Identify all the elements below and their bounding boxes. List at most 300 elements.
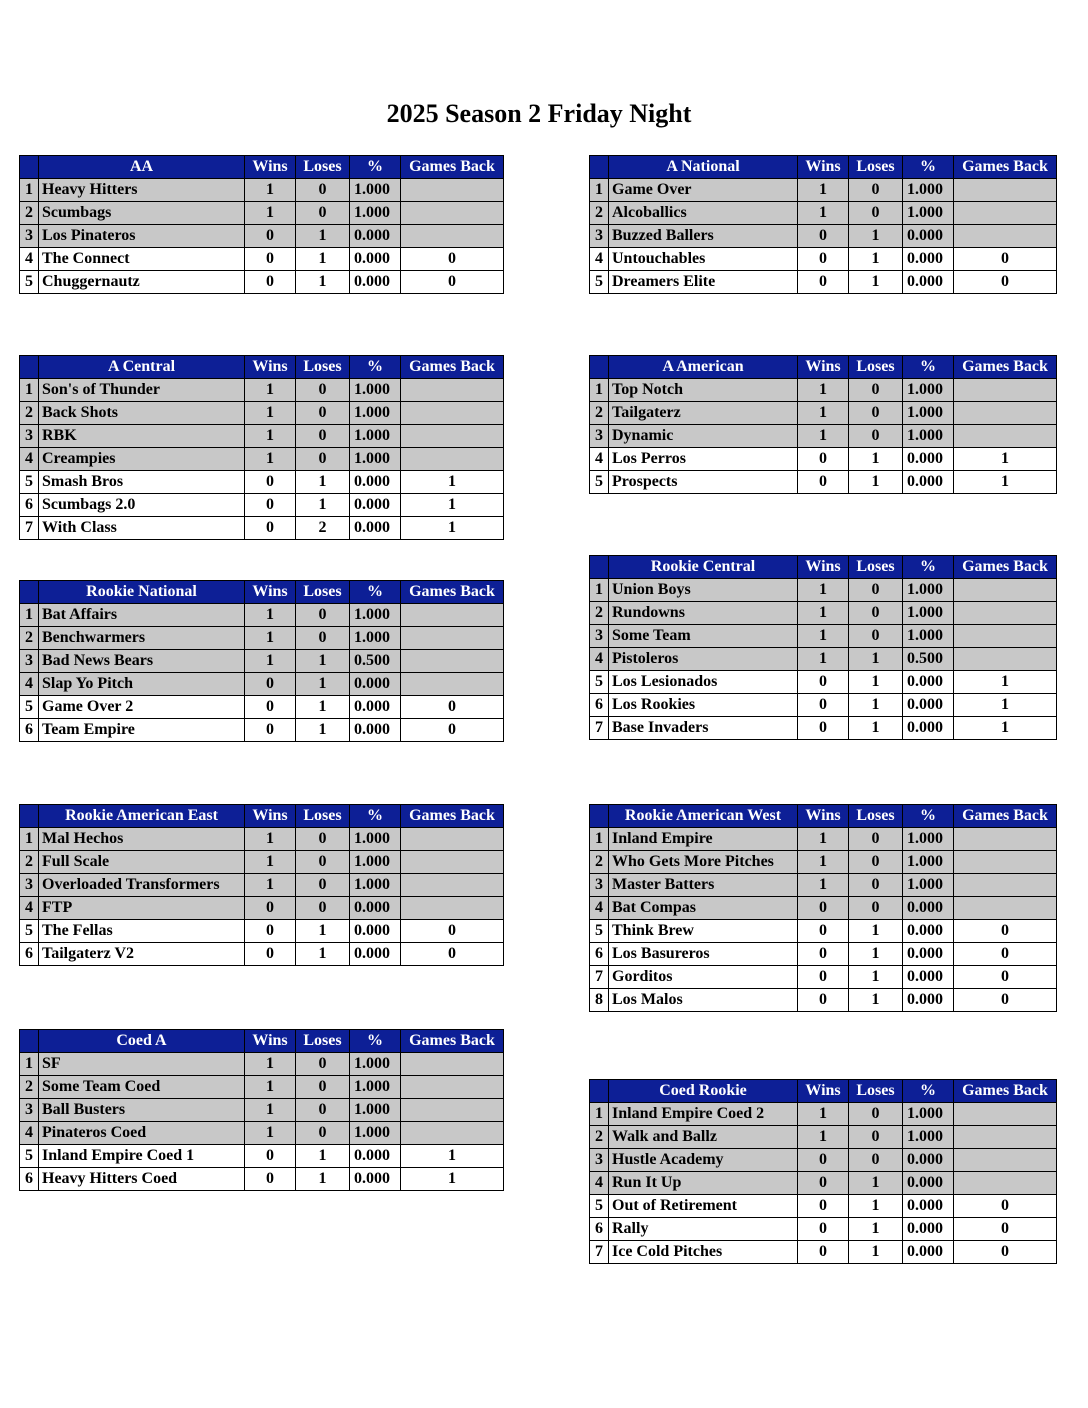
team-rank: 5 (590, 671, 609, 694)
team-loses: 0 (849, 897, 903, 920)
team-rank: 6 (20, 943, 39, 966)
team-name: Los Pinateros (39, 225, 245, 248)
team-pct: 1.000 (903, 625, 954, 648)
team-loses: 1 (849, 1218, 903, 1241)
team-loses: 2 (296, 517, 350, 540)
team-wins: 1 (245, 1053, 296, 1076)
header-pct: % (903, 156, 954, 179)
team-loses: 0 (849, 1103, 903, 1126)
team-games-back: 0 (401, 920, 504, 943)
team-loses: 1 (296, 1145, 350, 1168)
division-table-coed-a (19, 1029, 504, 1191)
team-rank: 2 (20, 402, 39, 425)
table-row (20, 1076, 504, 1099)
table-row (590, 1126, 1057, 1149)
team-loses: 1 (296, 673, 350, 696)
table-row (590, 828, 1057, 851)
team-games-back (954, 648, 1057, 671)
header-wins: Wins (798, 1080, 849, 1103)
team-games-back (954, 379, 1057, 402)
team-games-back: 0 (954, 1195, 1057, 1218)
team-pct: 1.000 (350, 1099, 401, 1122)
team-wins: 0 (798, 1172, 849, 1195)
team-pct: 1.000 (350, 202, 401, 225)
division-table-aa (19, 155, 504, 294)
team-pct: 1.000 (903, 1103, 954, 1126)
header-wins: Wins (798, 356, 849, 379)
division-name: A National (609, 156, 798, 179)
table-header-row (590, 805, 1057, 828)
team-rank: 7 (590, 717, 609, 740)
table-row (20, 494, 504, 517)
table-row (20, 379, 504, 402)
team-games-back: 0 (954, 248, 1057, 271)
team-games-back (954, 625, 1057, 648)
table-row (20, 897, 504, 920)
team-loses: 0 (849, 851, 903, 874)
team-pct: 1.000 (350, 1076, 401, 1099)
table-row (590, 897, 1057, 920)
team-name: Heavy Hitters (39, 179, 245, 202)
team-wins: 1 (798, 1126, 849, 1149)
team-rank: 4 (20, 448, 39, 471)
team-loses: 1 (296, 650, 350, 673)
team-name: Out of Retirement (609, 1195, 798, 1218)
header-games-back: Games Back (954, 156, 1057, 179)
team-loses: 1 (849, 717, 903, 740)
team-games-back (401, 179, 504, 202)
team-wins: 0 (245, 673, 296, 696)
team-games-back: 0 (954, 920, 1057, 943)
table-row (590, 402, 1057, 425)
team-pct: 0.000 (903, 248, 954, 271)
team-name: Hustle Academy (609, 1149, 798, 1172)
team-games-back (954, 425, 1057, 448)
team-wins: 1 (245, 425, 296, 448)
team-name: Alcoballics (609, 202, 798, 225)
team-name: Team Empire (39, 719, 245, 742)
team-rank: 4 (590, 648, 609, 671)
team-loses: 0 (849, 1149, 903, 1172)
header-rank (20, 1030, 39, 1053)
team-pct: 0.000 (350, 471, 401, 494)
team-loses: 0 (849, 402, 903, 425)
table-row (20, 425, 504, 448)
team-rank: 1 (20, 1053, 39, 1076)
team-pct: 0.000 (350, 673, 401, 696)
team-loses: 1 (296, 1168, 350, 1191)
team-pct: 0.000 (903, 271, 954, 294)
table-row (20, 448, 504, 471)
header-pct: % (350, 805, 401, 828)
team-wins: 0 (798, 966, 849, 989)
header-games-back: Games Back (401, 356, 504, 379)
team-loses: 1 (296, 696, 350, 719)
team-name: Pinateros Coed (39, 1122, 245, 1145)
header-rank (590, 805, 609, 828)
team-pct: 0.000 (350, 517, 401, 540)
team-wins: 1 (798, 851, 849, 874)
team-wins: 1 (245, 874, 296, 897)
team-games-back: 0 (401, 719, 504, 742)
team-name: RBK (39, 425, 245, 448)
team-loses: 0 (296, 851, 350, 874)
table-row (590, 248, 1057, 271)
team-name: Inland Empire Coed 2 (609, 1103, 798, 1126)
team-rank: 3 (20, 650, 39, 673)
division-table-a-central (19, 355, 504, 540)
header-games-back: Games Back (401, 805, 504, 828)
team-games-back (954, 402, 1057, 425)
team-rank: 1 (20, 604, 39, 627)
team-pct: 0.000 (350, 943, 401, 966)
table-row (590, 1172, 1057, 1195)
team-games-back (401, 627, 504, 650)
division-name: Rookie American West (609, 805, 798, 828)
table-row (590, 1241, 1057, 1264)
team-rank: 3 (20, 425, 39, 448)
team-name: With Class (39, 517, 245, 540)
team-name: Some Team (609, 625, 798, 648)
team-games-back (401, 1122, 504, 1145)
team-pct: 1.000 (903, 579, 954, 602)
team-pct: 1.000 (350, 874, 401, 897)
team-name: Creampies (39, 448, 245, 471)
team-wins: 1 (245, 604, 296, 627)
team-wins: 1 (798, 402, 849, 425)
team-wins: 1 (245, 448, 296, 471)
division-table-rookie-american-east (19, 804, 504, 966)
team-games-back: 1 (954, 717, 1057, 740)
team-loses: 0 (296, 379, 350, 402)
team-games-back: 1 (401, 517, 504, 540)
team-loses: 0 (296, 1076, 350, 1099)
team-wins: 0 (245, 920, 296, 943)
division-name: A American (609, 356, 798, 379)
team-pct: 0.000 (903, 989, 954, 1012)
table-row (590, 1195, 1057, 1218)
team-wins: 0 (798, 1218, 849, 1241)
team-pct: 1.000 (903, 402, 954, 425)
header-loses: Loses (296, 156, 350, 179)
page-title: 2025 Season 2 Friday Night (386, 99, 692, 128)
team-name: Dynamic (609, 425, 798, 448)
team-loses: 1 (849, 448, 903, 471)
team-pct: 0.000 (350, 248, 401, 271)
team-pct: 0.000 (903, 897, 954, 920)
team-wins: 1 (798, 648, 849, 671)
team-name: The Fellas (39, 920, 245, 943)
team-rank: 4 (20, 248, 39, 271)
team-pct: 1.000 (350, 627, 401, 650)
team-wins: 0 (245, 1145, 296, 1168)
team-loses: 1 (296, 920, 350, 943)
table-row (20, 1168, 504, 1191)
table-row (590, 625, 1057, 648)
team-wins: 1 (245, 627, 296, 650)
team-pct: 1.000 (903, 828, 954, 851)
team-games-back (401, 673, 504, 696)
table-row (20, 696, 504, 719)
team-games-back: 1 (954, 471, 1057, 494)
header-rank (590, 356, 609, 379)
team-games-back: 0 (954, 1241, 1057, 1264)
table-header-row (20, 156, 504, 179)
table-row (20, 828, 504, 851)
team-wins: 1 (245, 379, 296, 402)
team-games-back: 0 (954, 966, 1057, 989)
team-name: Scumbags 2.0 (39, 494, 245, 517)
team-pct: 0.000 (903, 671, 954, 694)
team-rank: 4 (590, 897, 609, 920)
team-name: Tailgaterz (609, 402, 798, 425)
header-rank (590, 1080, 609, 1103)
team-wins: 1 (245, 851, 296, 874)
division-name: AA (39, 156, 245, 179)
team-games-back (954, 179, 1057, 202)
table-row (20, 517, 504, 540)
team-loses: 1 (849, 920, 903, 943)
team-loses: 0 (296, 897, 350, 920)
division-table-rookie-american-west (589, 804, 1057, 1012)
team-name: Los Perros (609, 448, 798, 471)
team-name: Pistoleros (609, 648, 798, 671)
team-pct: 1.000 (903, 1126, 954, 1149)
table-row (20, 1053, 504, 1076)
team-pct: 1.000 (350, 379, 401, 402)
team-name: Inland Empire (609, 828, 798, 851)
team-games-back (954, 1103, 1057, 1126)
team-wins: 0 (245, 494, 296, 517)
table-row (20, 179, 504, 202)
team-name: Heavy Hitters Coed (39, 1168, 245, 1191)
team-name: Rundowns (609, 602, 798, 625)
team-pct: 0.000 (903, 1149, 954, 1172)
team-wins: 0 (245, 517, 296, 540)
team-rank: 8 (590, 989, 609, 1012)
team-games-back (401, 851, 504, 874)
team-pct: 1.000 (350, 448, 401, 471)
table-row (590, 425, 1057, 448)
team-pct: 0.000 (350, 920, 401, 943)
table-row (590, 379, 1057, 402)
team-name: Son's of Thunder (39, 379, 245, 402)
team-name: Smash Bros (39, 471, 245, 494)
table-row (20, 471, 504, 494)
header-wins: Wins (798, 156, 849, 179)
table-row (590, 179, 1057, 202)
team-loses: 0 (296, 425, 350, 448)
team-games-back (401, 874, 504, 897)
header-loses: Loses (849, 805, 903, 828)
table-row (590, 989, 1057, 1012)
table-row (590, 851, 1057, 874)
team-wins: 1 (798, 602, 849, 625)
team-name: Back Shots (39, 402, 245, 425)
team-name: Los Basureros (609, 943, 798, 966)
team-loses: 0 (296, 448, 350, 471)
team-wins: 1 (245, 1122, 296, 1145)
team-name: Bat Affairs (39, 604, 245, 627)
team-rank: 3 (590, 625, 609, 648)
team-pct: 1.000 (350, 1122, 401, 1145)
team-rank: 1 (20, 828, 39, 851)
table-header-row (590, 156, 1057, 179)
header-wins: Wins (245, 356, 296, 379)
team-name: Game Over (609, 179, 798, 202)
header-games-back: Games Back (401, 156, 504, 179)
team-name: Master Batters (609, 874, 798, 897)
team-name: Buzzed Ballers (609, 225, 798, 248)
team-games-back: 0 (954, 943, 1057, 966)
header-wins: Wins (798, 556, 849, 579)
team-games-back: 0 (954, 271, 1057, 294)
team-loses: 0 (296, 874, 350, 897)
division-table-a-american (589, 355, 1057, 494)
team-pct: 0.000 (350, 897, 401, 920)
team-pct: 0.000 (903, 1218, 954, 1241)
team-wins: 1 (245, 402, 296, 425)
team-name: Game Over 2 (39, 696, 245, 719)
team-loses: 1 (296, 271, 350, 294)
table-row (20, 1099, 504, 1122)
team-name: Prospects (609, 471, 798, 494)
team-pct: 1.000 (903, 602, 954, 625)
team-name: Slap Yo Pitch (39, 673, 245, 696)
table-row (20, 851, 504, 874)
table-row (590, 943, 1057, 966)
team-rank: 2 (590, 851, 609, 874)
team-games-back (401, 202, 504, 225)
header-wins: Wins (245, 156, 296, 179)
team-games-back: 1 (954, 448, 1057, 471)
header-wins: Wins (245, 805, 296, 828)
team-name: Dreamers Elite (609, 271, 798, 294)
team-wins: 0 (245, 943, 296, 966)
table-header-row (20, 581, 504, 604)
team-loses: 1 (849, 1195, 903, 1218)
team-games-back (954, 874, 1057, 897)
team-games-back (401, 650, 504, 673)
team-rank: 3 (20, 1099, 39, 1122)
header-games-back: Games Back (954, 805, 1057, 828)
team-rank: 6 (20, 719, 39, 742)
table-row (20, 650, 504, 673)
header-rank (20, 805, 39, 828)
team-games-back: 1 (954, 694, 1057, 717)
team-wins: 0 (245, 471, 296, 494)
team-name: Bad News Bears (39, 650, 245, 673)
team-rank: 7 (590, 1241, 609, 1264)
table-row (20, 1145, 504, 1168)
division-table-a-national (589, 155, 1057, 294)
team-rank: 2 (20, 202, 39, 225)
team-pct: 0.000 (350, 225, 401, 248)
table-header-row (590, 356, 1057, 379)
team-wins: 0 (798, 717, 849, 740)
team-loses: 0 (296, 1099, 350, 1122)
team-games-back (401, 379, 504, 402)
team-rank: 2 (20, 627, 39, 650)
team-pct: 1.000 (350, 828, 401, 851)
team-pct: 0.000 (903, 694, 954, 717)
table-header-row (590, 1080, 1057, 1103)
team-pct: 0.000 (903, 920, 954, 943)
table-row (590, 1149, 1057, 1172)
team-games-back (954, 1149, 1057, 1172)
table-row (590, 717, 1057, 740)
header-games-back: Games Back (401, 581, 504, 604)
division-name: Rookie Central (609, 556, 798, 579)
division-table-rookie-central (589, 555, 1057, 740)
team-pct: 1.000 (903, 379, 954, 402)
team-loses: 0 (296, 202, 350, 225)
team-wins: 1 (798, 425, 849, 448)
table-row (590, 448, 1057, 471)
team-loses: 1 (849, 271, 903, 294)
header-pct: % (903, 556, 954, 579)
table-row (20, 202, 504, 225)
team-loses: 1 (296, 943, 350, 966)
team-rank: 3 (20, 874, 39, 897)
team-games-back (401, 604, 504, 627)
team-rank: 1 (590, 179, 609, 202)
team-rank: 1 (590, 579, 609, 602)
team-rank: 5 (20, 696, 39, 719)
team-games-back: 0 (401, 271, 504, 294)
team-games-back (401, 1076, 504, 1099)
team-wins: 0 (798, 943, 849, 966)
header-loses: Loses (849, 156, 903, 179)
team-rank: 2 (590, 1126, 609, 1149)
team-rank: 1 (590, 1103, 609, 1126)
team-name: Los Lesionados (609, 671, 798, 694)
team-rank: 1 (20, 379, 39, 402)
team-pct: 0.000 (903, 943, 954, 966)
team-wins: 0 (245, 248, 296, 271)
team-rank: 5 (20, 471, 39, 494)
team-wins: 0 (798, 694, 849, 717)
team-wins: 0 (245, 719, 296, 742)
team-pct: 0.000 (350, 494, 401, 517)
team-rank: 2 (20, 851, 39, 874)
team-wins: 0 (245, 225, 296, 248)
header-pct: % (350, 1030, 401, 1053)
team-name: Think Brew (609, 920, 798, 943)
team-rank: 3 (590, 425, 609, 448)
header-loses: Loses (296, 581, 350, 604)
team-games-back (401, 425, 504, 448)
team-pct: 1.000 (350, 402, 401, 425)
team-games-back (954, 828, 1057, 851)
team-rank: 4 (20, 897, 39, 920)
team-pct: 0.000 (903, 1241, 954, 1264)
team-name: Chuggernautz (39, 271, 245, 294)
team-wins: 0 (798, 248, 849, 271)
team-rank: 4 (590, 448, 609, 471)
team-wins: 0 (798, 897, 849, 920)
team-loses: 1 (849, 671, 903, 694)
team-wins: 0 (798, 671, 849, 694)
table-row (20, 604, 504, 627)
team-wins: 1 (245, 1076, 296, 1099)
team-rank: 5 (20, 271, 39, 294)
header-rank (590, 556, 609, 579)
team-rank: 1 (590, 379, 609, 402)
header-rank (20, 156, 39, 179)
team-name: Rally (609, 1218, 798, 1241)
division-name: A Central (39, 356, 245, 379)
